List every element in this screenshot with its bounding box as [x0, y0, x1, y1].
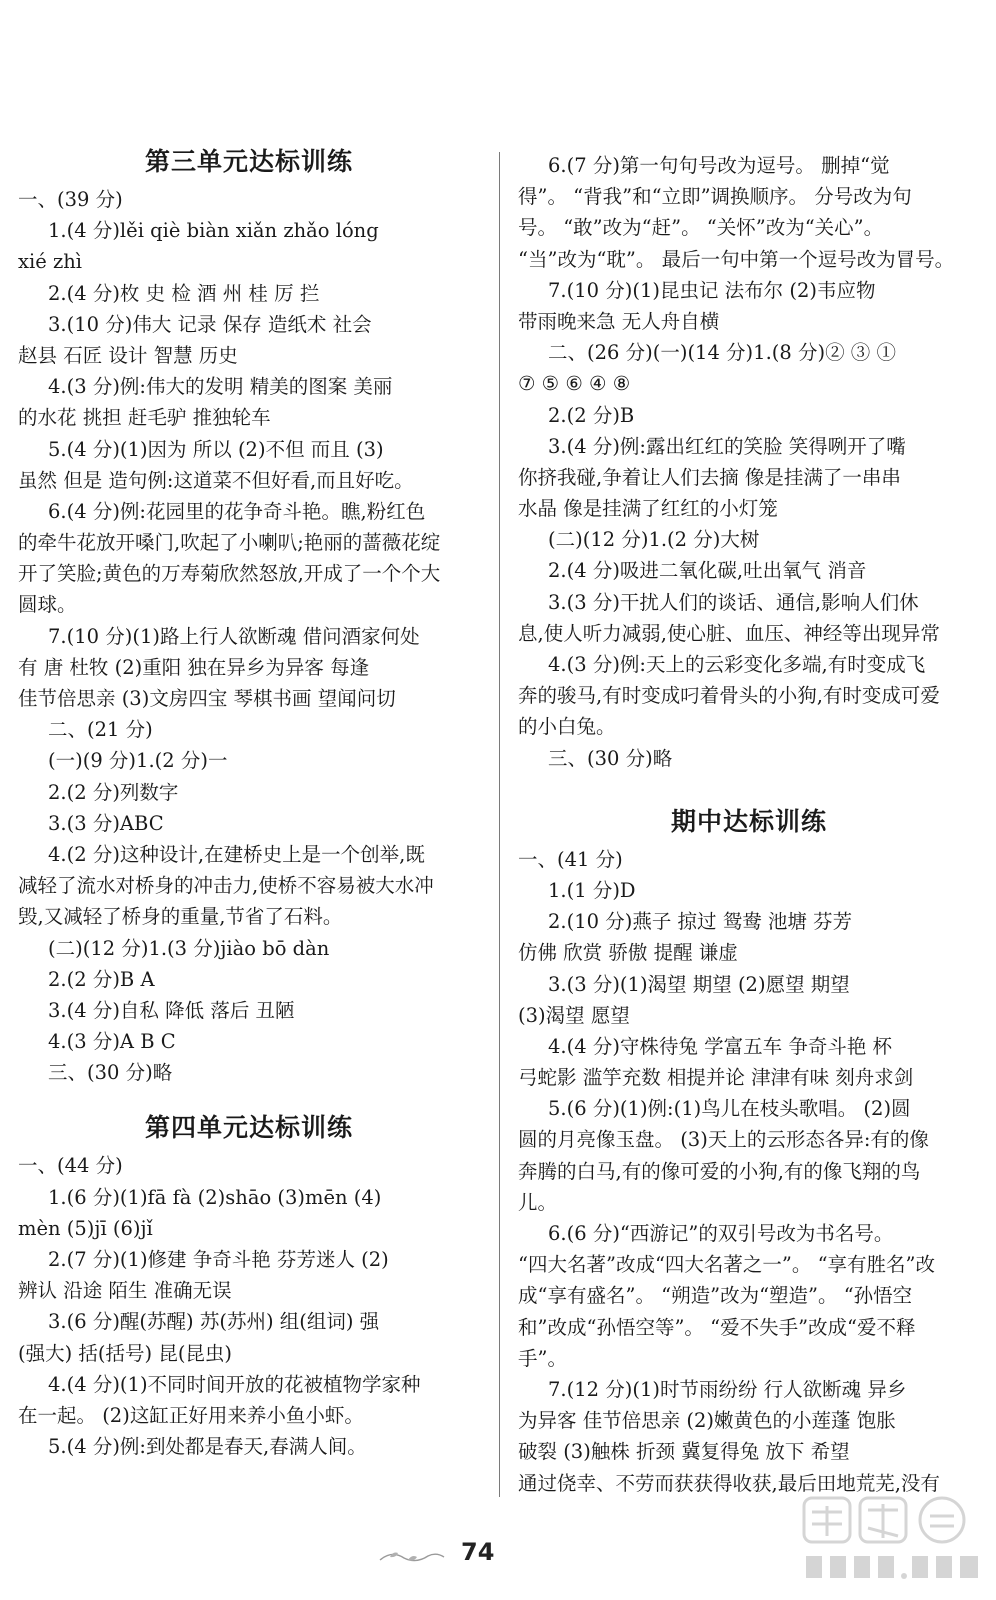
- answer-line: 2.(4 分)吸进二氧化碳,吐出氧气 消音: [548, 559, 867, 583]
- answer-line: 和”改成“孙悟空等”。 “爱不失手”改成“爱不释: [518, 1315, 916, 1339]
- page-number: 74: [461, 1538, 495, 1566]
- answer-line: 4.(3 分)例:天上的云彩变化多端,有时变成飞: [548, 653, 926, 676]
- left-column: [18, 140, 480, 1462]
- answer-line: 7.(12 分)(1)时节雨纷纷 行人欲断魂 异乡: [548, 1377, 907, 1401]
- answer-line: 4.(4 分)守株待兔 学富五车 争奇斗艳 杯: [548, 1034, 893, 1058]
- answer-line: 有 唐 杜牧 (2)重阳 独在异乡为异客 每逢: [18, 655, 370, 679]
- answer-line: 5.(4 分)例:到处都是春天,春满人间。: [48, 1435, 367, 1459]
- answer-line: 的小白兔。: [518, 715, 616, 739]
- answer-line: 二、(26 分)(一)(14 分)1.(8 分)② ③ ①: [548, 341, 896, 365]
- answer-line: 1.(1 分)D: [548, 878, 636, 902]
- answer-line: 成“享有盛名”。 “朔造”改为“塑造”。 “孙悟空: [518, 1284, 913, 1308]
- answer-line: 带雨晚来急 无人舟自横: [518, 309, 720, 333]
- section-title-unit3: 第三单元达标训练: [144, 147, 353, 176]
- answer-line: 儿。: [518, 1190, 558, 1214]
- section-title-midterm: 期中达标训练: [670, 806, 827, 836]
- answer-line: 3.(6 分)醒(苏醒) 苏(苏州) 组(组词) 强: [48, 1310, 380, 1334]
- answer-line: 圆球。: [18, 593, 77, 617]
- answer-line: 3.(3 分)ABC: [48, 811, 164, 835]
- answer-line: 减轻了流水对桥身的冲击力,使桥不容易被大水冲: [18, 874, 434, 898]
- answer-line: (二)(12 分)1.(2 分)大树: [548, 528, 760, 552]
- answer-line: 破裂 (3)触株 折颈 冀复得兔 放下 希望: [518, 1440, 850, 1464]
- answer-line: 息,使人听力减弱,使心脏、血压、神经等出现异常: [518, 621, 940, 645]
- answer-line: 3.(3 分)(1)渴望 期望 (2)愿望 期望: [548, 972, 850, 996]
- answer-line: 2.(10 分)燕子 掠过 鸳鸯 池塘 芬芳: [548, 910, 853, 934]
- answer-line: ⑦ ⑤ ⑥ ④ ⑧: [518, 372, 631, 396]
- unit3-continued-answers: [518, 150, 980, 774]
- answer-line: 2.(2 分)列数字: [48, 780, 179, 804]
- answer-line: 开了笑脸;黄色的万寿菊欣然怒放,开成了一个个大: [18, 562, 441, 586]
- answer-line: (二)(12 分)1.(3 分)jiào bō dàn: [48, 936, 330, 960]
- answer-line: 得”。 “背我”和“立即”调换顺序。 分号改为句: [518, 185, 912, 209]
- answer-line: 水晶 像是挂满了红红的小灯笼: [518, 497, 778, 521]
- answer-line: 为异客 佳节倍思亲 (2)嫩黄色的小莲蓬 饱胀: [518, 1409, 896, 1433]
- answer-line: 4.(4 分)(1)不同时间开放的花被植物学家种: [48, 1372, 421, 1396]
- right-column: [518, 150, 980, 1499]
- answer-line: 奔的骏马,有时变成叼着骨头的小狗,有时变成可爱: [518, 684, 940, 708]
- answer-line: 三、(30 分)略: [548, 746, 673, 770]
- answer-line: 圆的月亮像玉盘。 (3)天上的云形态各异:有的像: [518, 1128, 929, 1152]
- answer-line: 二、(21 分): [48, 718, 153, 742]
- answer-line: mèn (5)jī (6)jǐ: [18, 1216, 153, 1240]
- answer-line: 仿佛 欣赏 骄傲 提醒 谦虚: [518, 941, 738, 965]
- answer-line: 3.(3 分)干扰人们的谈话、通信,影响人们休: [548, 590, 919, 614]
- answer-line: 三、(30 分)略: [48, 1061, 173, 1085]
- answer-line: (一)(9 分)1.(2 分)一: [48, 749, 228, 773]
- answer-line: xié zhì: [18, 250, 83, 274]
- answer-line: 4.(3 分)A B C: [48, 1030, 176, 1054]
- answer-line: 一、(41 分): [518, 847, 623, 871]
- answer-line: 辨认 沿途 陌生 准确无误: [18, 1279, 232, 1303]
- answer-line: 2.(2 分)B A: [48, 967, 155, 991]
- answer-line: 6.(7 分)第一句句号改为逗号。 删掉“觉: [548, 154, 890, 177]
- leaf-ornament-icon: [378, 1548, 446, 1566]
- answer-line: 3.(4 分)自私 降低 落后 丑陋: [48, 998, 295, 1022]
- section-title-unit4: 第四单元达标训练: [144, 1113, 353, 1143]
- answer-line: 3.(10 分)伟大 记录 保存 造纸术 社会: [48, 312, 372, 336]
- unit3-answers: [18, 184, 480, 1088]
- answer-line: 6.(6 分)“西游记”的双引号改为书名号。: [548, 1222, 894, 1245]
- unit4-answers: [18, 1150, 480, 1462]
- answer-line: 4.(3 分)例:伟大的发明 精美的图案 美丽: [48, 375, 393, 399]
- answer-line: (强大) 括(括号) 昆(昆虫): [18, 1341, 233, 1365]
- answer-line: 一、(39 分): [18, 188, 123, 211]
- answer-line: 赵县 石匠 设计 智慧 历史: [18, 343, 238, 367]
- answer-line: 3.(4 分)例:露出红红的笑脸 笑得咧开了嘴: [548, 434, 906, 458]
- answer-line: (3)渴望 愿望: [518, 1003, 630, 1027]
- answer-line: 7.(10 分)(1)路上行人欲断魂 借问酒家何处: [48, 624, 420, 648]
- midterm-answers: [518, 844, 980, 1499]
- answer-line: 2.(7 分)(1)修建 争奇斗艳 芬芳迷人 (2): [48, 1248, 389, 1271]
- answer-line: 2.(2 分)B: [548, 403, 635, 427]
- answer-line: 的水花 挑担 赶毛驴 推独轮车: [18, 406, 271, 430]
- answer-line: 弓蛇影 滥竽充数 相提并论 津津有味 刻舟求剑: [518, 1066, 914, 1090]
- answer-line: 1.(6 分)(1)fā fà (2)shāo (3)mēn (4): [48, 1185, 382, 1209]
- answer-line: “四大名著”改成“四大名著之一”。 “享有胜名”改: [518, 1253, 936, 1277]
- answer-line: 佳节倍思亲 (3)文房四宝 琴棋书画 望闻问切: [18, 687, 396, 710]
- answer-line: 你挤我碰,争着让人们去摘 像是挂满了一串串: [518, 465, 901, 489]
- answer-line: 5.(4 分)(1)因为 所以 (2)不但 而且 (3): [48, 437, 384, 461]
- answer-line: 通过侥幸、不劳而获获得收获,最后田地荒芜,没有: [518, 1471, 940, 1495]
- answer-line: 1.(4 分)lěi qiè biàn xiǎn zhǎo lóng: [48, 219, 379, 243]
- answer-line: 2.(4 分)枚 史 检 酒 州 桂 厉 拦: [48, 281, 320, 305]
- answer-line: “当”改为“耽”。 最后一句中第一个逗号改为冒号。: [518, 247, 955, 271]
- answer-line: 7.(10 分)(1)昆虫记 法布尔 (2)韦应物: [548, 278, 876, 302]
- answer-line: 号。 “敢”改为“赶”。 “关怀”改为“关心”。: [518, 216, 884, 240]
- answer-line: 虽然 但是 造句例:这道菜不但好看,而且好吃。: [18, 468, 414, 492]
- answer-line: 奔腾的白马,有的像可爱的小狗,有的像飞翔的鸟: [518, 1159, 921, 1183]
- answer-line: 毁,又减轻了桥身的重量,节省了石料。: [18, 905, 343, 929]
- answer-line: 6.(4 分)例:花园里的花争奇斗艳。瞧,粉红色: [48, 499, 426, 523]
- column-divider: [499, 152, 500, 1497]
- answer-line: 4.(2 分)这种设计,在建桥史上是一个创举,既: [48, 842, 425, 866]
- answer-line: 一、(44 分): [18, 1154, 123, 1178]
- answer-line: 5.(6 分)(1)例:(1)鸟儿在枝头歌唱。 (2)圆: [548, 1097, 911, 1121]
- answer-site-watermark-logo-icon: [796, 1492, 986, 1592]
- answer-line: 的牵牛花放开嗓门,吹起了小喇叭;艳丽的蔷薇花绽: [18, 531, 441, 555]
- answer-line: 手”。: [518, 1346, 567, 1370]
- answer-line: 在一起。 (2)这缸正好用来养小鱼小虾。: [18, 1403, 364, 1427]
